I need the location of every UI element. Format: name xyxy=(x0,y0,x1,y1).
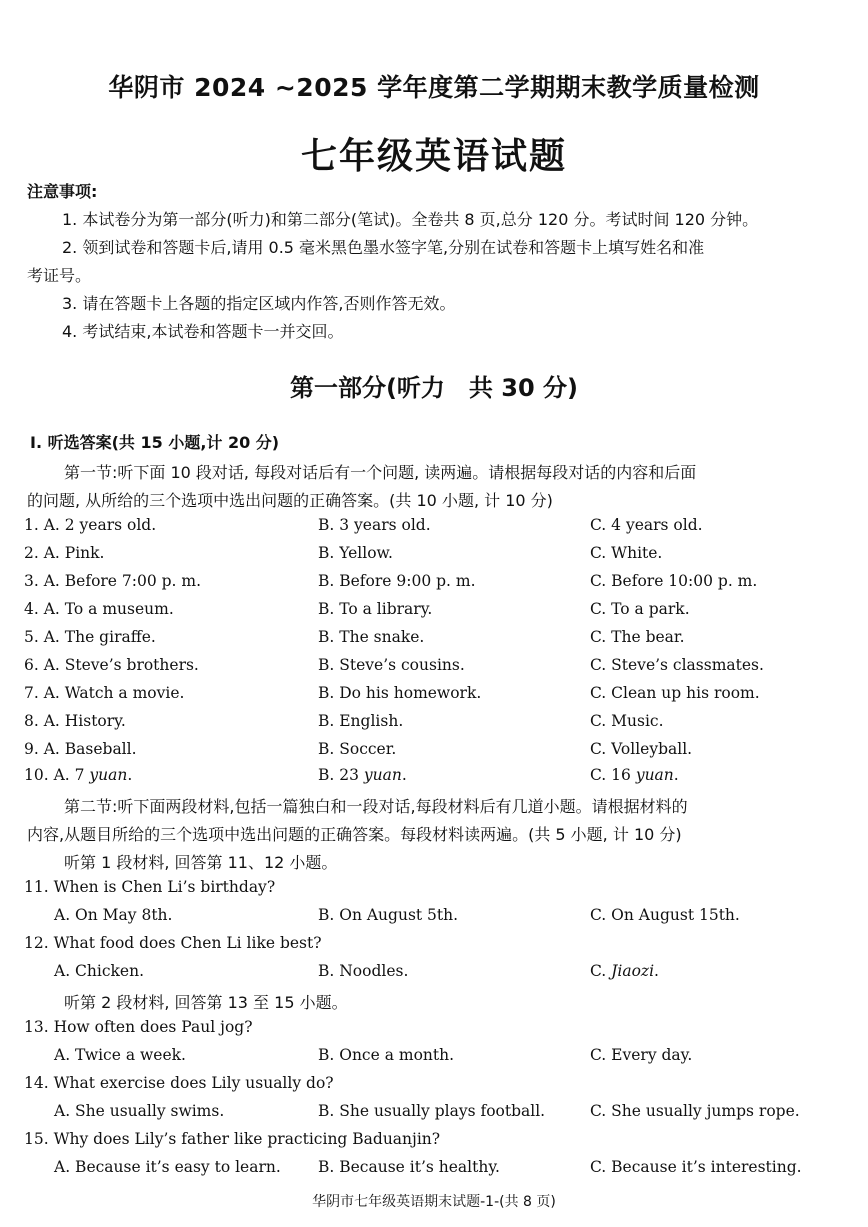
q11-option-c: C. On August 15th. xyxy=(590,906,740,924)
q6-option-b: B. Steve’s cousins. xyxy=(318,656,465,674)
q3-option-c: C. Before 10:00 p. m. xyxy=(590,572,758,590)
q11-option-a: A. On May 8th. xyxy=(54,906,173,924)
q2-option-c: C. White. xyxy=(590,544,663,562)
q5-option-b: B. The snake. xyxy=(318,628,425,646)
q1-option-a: 1. A. 2 years old. xyxy=(24,516,157,534)
page-footer: 华阴市七年级英语期末试题-1-(共 8 页) xyxy=(312,1194,556,1210)
q4-option-c: C. To a park. xyxy=(590,600,690,618)
q4-option-a: 4. A. To a museum. xyxy=(24,600,174,618)
q10-option-b: B. 23 yuan. xyxy=(318,766,407,784)
material-1-label: 听第 1 段材料, 回答第 11、12 小题。 xyxy=(64,853,338,872)
q10-option-a: 10. A. 7 yuan. xyxy=(24,766,133,784)
q15-option-a: A. Because it’s easy to learn. xyxy=(54,1158,281,1176)
q12-option-a: A. Chicken. xyxy=(54,962,145,980)
sec1-instructions-line2: 的问题, 从所给的三个选项中选出问题的正确答案。(共 10 小题, 计 10 分) xyxy=(27,491,553,510)
section-heading: Ⅰ. 听选答案(共 15 小题,计 20 分) xyxy=(30,433,280,452)
q6-option-a: 6. A. Steve’s brothers. xyxy=(24,656,199,674)
material-2-label: 听第 2 段材料, 回答第 13 至 15 小题。 xyxy=(64,993,348,1012)
q7-option-c: C. Clean up his room. xyxy=(590,684,760,702)
q1-option-c: C. 4 years old. xyxy=(590,516,703,534)
q13-option-c: C. Every day. xyxy=(590,1046,693,1064)
q9-option-a: 9. A. Baseball. xyxy=(24,740,137,758)
note-2: 2. 领到试卷和答题卡后,请用 0.5 毫米黑色墨水签字笔,分别在试卷和答题卡上填写姓名和准 xyxy=(62,238,705,257)
q9-option-c: C. Volleyball. xyxy=(590,740,693,758)
q13-stem: 13. How often does Paul jog? xyxy=(24,1018,253,1036)
q5-option-c: C. The bear. xyxy=(590,628,685,646)
sec2-instructions-line2: 内容,从题目所给的三个选项中选出问题的正确答案。每段材料读两遍。(共 5 小题, 计 10 分) xyxy=(27,825,682,844)
part-title: 第一部分(听力 共 30 分) xyxy=(289,374,579,402)
q4-option-b: B. To a library. xyxy=(318,600,433,618)
q12-option-c: C. Jiaozi. xyxy=(590,962,659,980)
q2-option-a: 2. A. Pink. xyxy=(24,544,105,562)
q14-option-c: C. She usually jumps rope. xyxy=(590,1102,800,1120)
exam-header: 华阴市 2024 ~2025 学年度第二学期期末教学质量检测 xyxy=(108,73,760,102)
q15-option-b: B. Because it’s healthy. xyxy=(318,1158,500,1176)
note-3: 3. 请在答题卡上各题的指定区域内作答,否则作答无效。 xyxy=(62,294,456,313)
q8-option-b: B. English. xyxy=(318,712,404,730)
q12-option-b: B. Noodles. xyxy=(318,962,409,980)
q3-option-a: 3. A. Before 7:00 p. m. xyxy=(24,572,202,590)
q14-stem: 14. What exercise does Lily usually do? xyxy=(24,1074,334,1092)
q14-option-b: B. She usually plays football. xyxy=(318,1102,546,1120)
q11-stem: 11. When is Chen Li’s birthday? xyxy=(24,878,276,896)
q13-option-b: B. Once a month. xyxy=(318,1046,455,1064)
q2-option-b: B. Yellow. xyxy=(318,544,393,562)
q13-option-a: A. Twice a week. xyxy=(54,1046,186,1064)
q15-option-c: C. Because it’s interesting. xyxy=(590,1158,802,1176)
sec1-instructions-line1: 第一节:听下面 10 段对话, 每段对话后有一个问题, 读两遍。请根据每段对话的内容和后面 xyxy=(64,463,697,482)
note-2-cont: 考证号。 xyxy=(27,266,92,285)
q10-option-c: C. 16 yuan. xyxy=(590,766,679,784)
q9-option-b: B. Soccer. xyxy=(318,740,397,758)
q14-option-a: A. She usually swims. xyxy=(54,1102,225,1120)
q8-option-c: C. Music. xyxy=(590,712,664,730)
q11-option-b: B. On August 5th. xyxy=(318,906,459,924)
sec2-instructions-line1: 第二节:听下面两段材料,包括一篇独白和一段对话,每段材料后有几道小题。请根据材料的 xyxy=(64,797,688,816)
q15-stem: 15. Why does Lily’s father like practicing Baduanjin? xyxy=(24,1130,441,1148)
notes-heading: 注意事项: xyxy=(27,182,98,201)
q8-option-a: 8. A. History. xyxy=(24,712,126,730)
q1-option-b: B. 3 years old. xyxy=(318,516,431,534)
page-title: 七年级英语试题 xyxy=(300,136,567,177)
q5-option-a: 5. A. The giraffe. xyxy=(24,628,156,646)
q3-option-b: B. Before 9:00 p. m. xyxy=(318,572,476,590)
note-1: 1. 本试卷分为第一部分(听力)和第二部分(笔试)。全卷共 8 页,总分 120 分。考试时间 120 分钟。 xyxy=(62,210,759,229)
q7-option-b: B. Do his homework. xyxy=(318,684,482,702)
note-4: 4. 考试结束,本试卷和答题卡一并交回。 xyxy=(62,322,344,341)
q12-stem: 12. What food does Chen Li like best? xyxy=(24,934,322,952)
q6-option-c: C. Steve’s classmates. xyxy=(590,656,764,674)
q7-option-a: 7. A. Watch a movie. xyxy=(24,684,185,702)
